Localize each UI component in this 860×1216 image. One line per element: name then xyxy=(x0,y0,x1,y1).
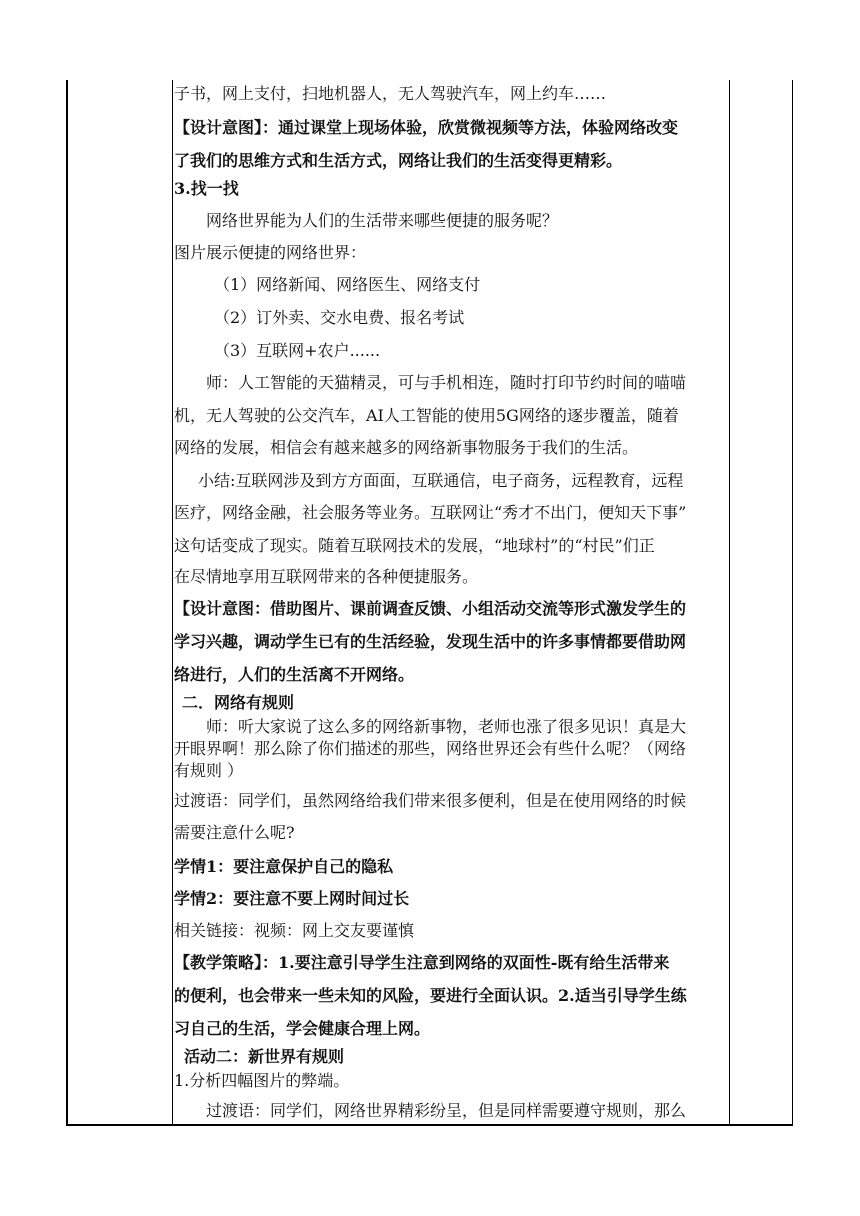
text-line-1: 子书，网上支付，扫地机器人，无人驾驶汽车，网上约车…… xyxy=(174,84,607,103)
summary-line-1: 小结:互联网涉及到方方面面，互联通信，电子商务，远程教育，远程 xyxy=(198,471,684,490)
learning-situation-2: 学情2：要注意不要上网时间过长 xyxy=(174,889,410,908)
summary-line-4: 在尽情地享用互联网带来的各种便捷服务。 xyxy=(174,567,479,586)
design-intent-2-line-2: 学习兴趣，调动学生已有的生活经验，发现生活中的许多事情都要借助网 xyxy=(174,632,687,651)
table-right-border xyxy=(792,80,793,1126)
list-item-2: （2）订外卖、交水电费、报名考试 xyxy=(214,308,465,327)
summary-line-3: 这句话变成了现实。随着互联网技术的发展，“地球村”的“村民”们正 xyxy=(174,536,655,555)
teaching-strategy-line-3: 习自己的生活，学会健康合理上网。 xyxy=(174,1019,431,1038)
table-bottom-border xyxy=(66,1124,793,1126)
design-intent-line-1: 【设计意图】：通过课堂上现场体验，欣赏微视频等方法，体验网络改变 xyxy=(174,118,679,137)
design-intent-2-line-1: 【设计意图：借助图片、课前调查反馈、小组活动交流等形式激发学生的 xyxy=(174,599,687,618)
teaching-strategy-line-1: 【教学策略】：1.要注意引导学生注意到网络的双面性-既有给生活带来 xyxy=(174,953,670,972)
teacher-rules-line-1: 师：听大家说了这么多的网络新事物，老师也涨了很多见识！真是大 xyxy=(206,717,687,736)
transition-line-3: 过渡语：同学们，网络世界精彩纷呈，但是同样需要遵守规则，那么 xyxy=(206,1101,687,1120)
learning-situation-1: 学情1：要注意保护自己的隐私 xyxy=(174,857,394,876)
teaching-strategy-line-2: 的便利，也会带来一些未知的风险，要进行全面认识。2.适当引导学生练 xyxy=(174,986,687,1005)
table-column-divider-1 xyxy=(172,80,173,1126)
list-item-3: （3）互联网+农户...... xyxy=(214,341,381,360)
teacher-line-1: 师：人工智能的天猫精灵，可与手机相连，随时打印节约时间的喵喵 xyxy=(206,373,687,392)
design-intent-line-2: 了我们的思维方式和生活方式，网络让我们的生活变得更精彩。 xyxy=(174,151,623,170)
teacher-rules-line-2: 开眼界啊！那么除了你们描述的那些，网络世界还会有些什么呢？（网络 xyxy=(174,739,687,758)
transition-line-2: 需要注意什么呢? xyxy=(174,823,295,842)
question-line: 网络世界能为人们的生活带来哪些便捷的服务呢？ xyxy=(206,211,559,230)
summary-line-2: 医疗，网络金融，社会服务等业务。互联网让“秀才不出门，便知天下事” xyxy=(174,503,687,522)
section-heading-find: 3.找一找 xyxy=(174,179,239,198)
teacher-rules-line-3: 有规则 ） xyxy=(174,761,244,780)
activity-two-heading: 活动二：新世界有规则 xyxy=(184,1047,345,1066)
teacher-line-3: 网络的发展，相信会有越来越多的网络新事物服务于我们的生活。 xyxy=(174,438,639,457)
list-item-1: （1）网络新闻、网络医生、网络支付 xyxy=(214,275,481,294)
design-intent-2-line-3: 络进行，人们的生活离不开网络。 xyxy=(174,665,415,684)
table-column-divider-2 xyxy=(729,80,730,1126)
transition-line-1: 过渡语：同学们，虽然网络给我们带来很多便利，但是在使用网络的时候 xyxy=(174,791,687,810)
related-link-line: 相关链接：视频：网上交友要谨慎 xyxy=(174,921,415,940)
text-line-picture-intro: 图片展示便捷的网络世界： xyxy=(174,243,367,262)
table-left-border xyxy=(66,80,68,1126)
section-heading-rules: 二．网络有规则 xyxy=(182,693,295,712)
teacher-line-2: 机，无人驾驶的公交汽车，AI人工智能的使用5G网络的逐步覆盖，随着 xyxy=(174,406,679,425)
analysis-line: 1.分析四幅图片的弊端。 xyxy=(174,1071,350,1090)
